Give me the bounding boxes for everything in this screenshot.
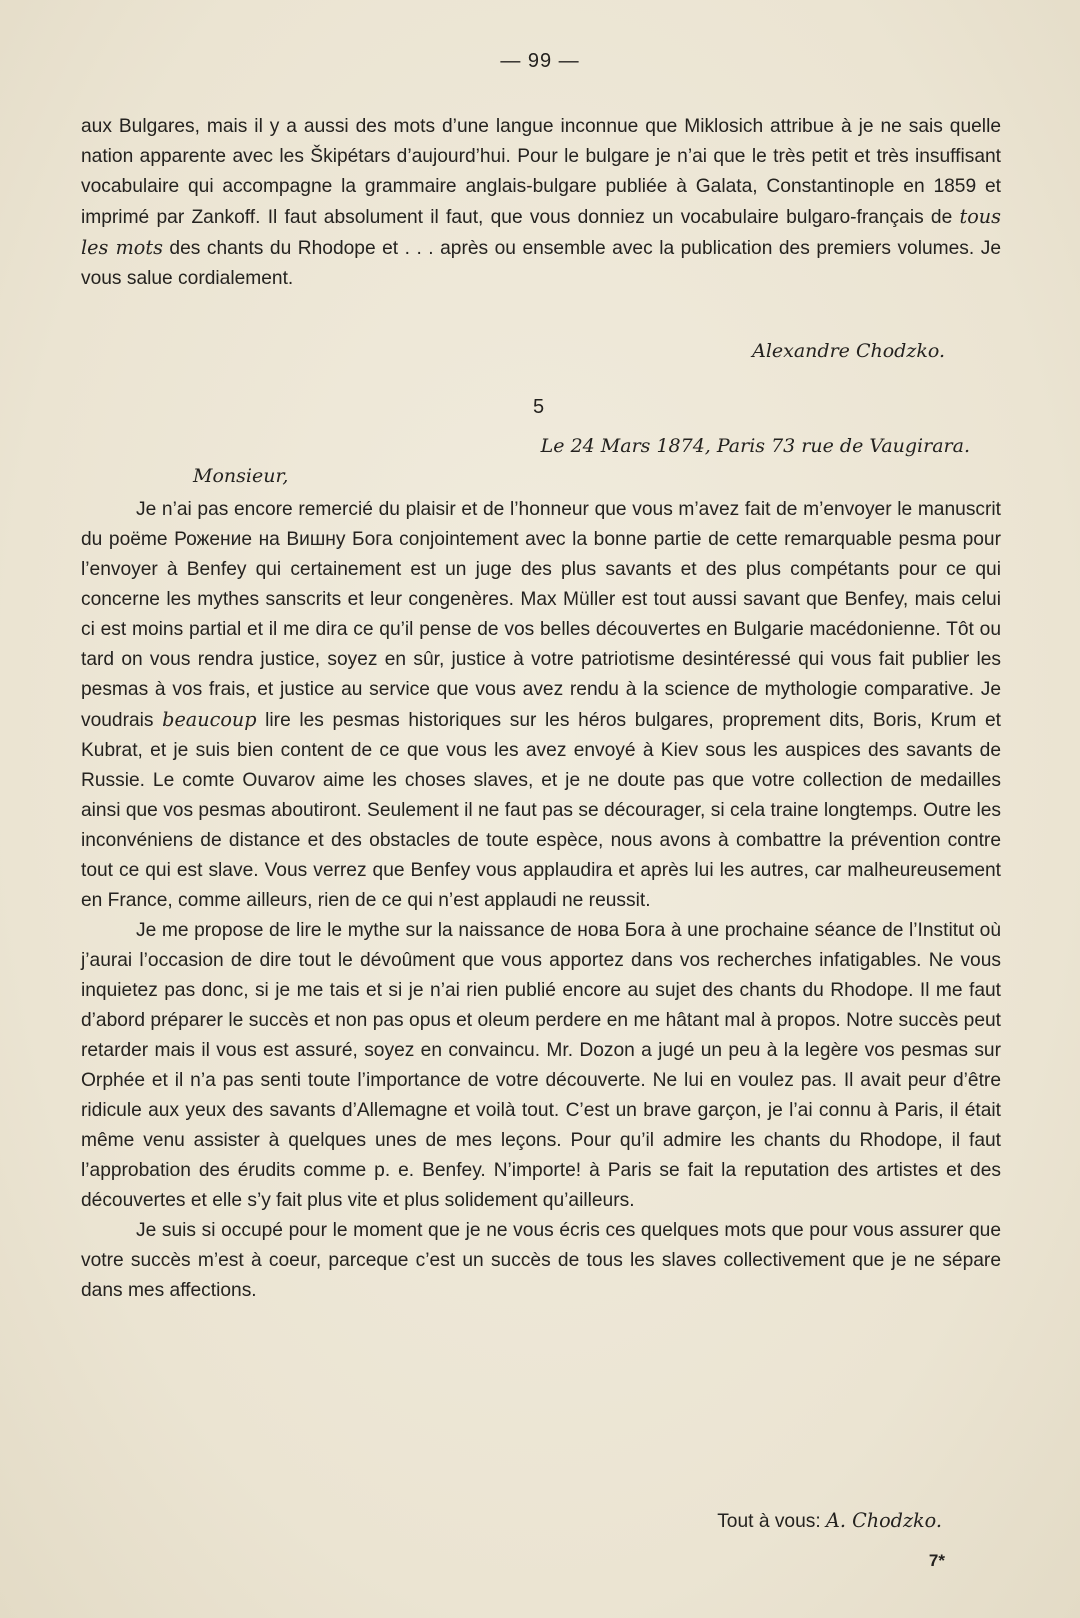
dateline: Le 24 Mars 1874, Paris 73 rue de Vaugirara. [540, 435, 970, 457]
paragraph [81, 495, 1001, 916]
closing-text: Tout à vous: [717, 1511, 827, 1532]
letter-5-body [81, 495, 1001, 1306]
paragraph [81, 112, 1001, 294]
printer-signature-mark: 7* [928, 1551, 945, 1570]
emphasized-text: tous les mots [81, 205, 1001, 259]
closing [717, 1509, 942, 1533]
paragraph: Je me propose de lire le mythe sur la naissance de нова Бога à une prochaine séance de l’Institut où j’aurai l’occasion de dire tout le dévoûment que vous apportez dans vos recherches infatigables. Ne vous inquietez pas donc, si je me tais et si je n’ai rien publié encore au sujet des chants du Rhodope. Il me faut d’abord préparer le succès et non pas opus et oleum perdere en me hâtant mal à propos. Notre succès peut retarder mais il vous est assuré, soyez en convaincu. Mr. Dozon a jugé un peu à la legère vos pesmas sur Orphée et il n’a pas senti toute l’importance de votre découverte. Ne lui en voulez pas. Il avait peur d’être ridicule aux yeux des savants d’Allemagne et voilà tout. C’est un brave garçon, je l’ai connu à Paris, il était même venu assister à quelques unes de mes leçons. Pour qu’il admire les chants du Rhodope, il faut l’approbation des érudits comme p. e. Benfey. N’importe! à Paris se fait la reputation des artistes et des découvertes et elle s’y fait plus vite et plus solidement qu’ailleurs. [81, 920, 1001, 1211]
closing-signature: A. Chodzko. [826, 1509, 942, 1532]
emphasized-text: beaucoup [162, 708, 257, 731]
signature-alexandre-chodzko: Alexandre Chodzko. [752, 340, 945, 362]
letter-4-ending [81, 112, 1001, 294]
paragraph-text: aux Bulgares, mais il y a aussi des mots d’une langue inconnue que Miklosich attribue à je ne sais quelle nation apparente avec les Škipétars d’aujourd’hui. Pour le bulgare je n’ai que le très petit et très insuffisant vocabulaire qui accompagne la grammaire anglais-bulgare publiée à Galata, Constantinople en 1859 et imprimé par Zankoff. Il faut absolument il faut, que vous donniez un vocabulaire bulgaro-français de [81, 116, 1001, 228]
salutation: Monsieur, [193, 465, 289, 487]
page-number: — 99 — [500, 50, 580, 72]
paragraph-text: lire les pesmas historiques sur les héros bulgares, proprement dits, Boris, Krum et Kubrat, et je suis bien content de ce que vous les avez envoyé à Kiev sous les auspices des savants de Russie. Le comte Ouvarov aime les choses slaves, et je ne doute pas que votre collection de medailles ainsi que vos pesmas aboutiront. Seulement il ne faut pas se décourager, si cela traine longtemps. Outre les inconvéniens de distance et des obstacles de toute espèce, nous avons à combattre la prévention contre tout ce qui est slave. Vous verrez que Benfey vous applaudira et après lui les autres, car malheureusement en France, comme ailleurs, rien de ce qui n’est applaudi ne reussit. [81, 710, 1002, 911]
paragraph-text: des chants du Rhodope et . . . après ou ensemble avec la publication des premiers volumes. Je vous salue cordialement. [81, 238, 1001, 289]
paragraph-text: Je n’ai pas encore remercié du plaisir et de l’honneur que vous m’avez fait de m’envoyer le manuscrit du poëme Рожение на Вишну Бога conjointement avec la bonne partie de cette remarquable pesma pour l’envoyer à Benfey qui certainement est un juge des plus savants et des plus compétants pour ce qui concerne les mythes sanscrits et leur congenères. Max Müller est tout aussi savant que Benfey, mais celui ci est moins partial et il me dira ce qu’il pense de vos belles découvertes en Bulgarie macédonienne. Tôt ou tard on vous rendra justice, soyez en sûr, justice à votre patriotisme desintéressé qui vous fait publier les pesmas à vos frais, et justice au service que vous avez rendu à la science de mythologie comparative. Je voudrais [81, 499, 1001, 731]
letter-number: 5 [533, 396, 545, 418]
paragraph: Je suis si occupé pour le moment que je ne vous écris ces quelques mots que pour vous assurer que votre succès m’est à coeur, parceque c’est un succès de tous les slaves collectivement que je ne sépare dans mes affections. [81, 1220, 1001, 1301]
